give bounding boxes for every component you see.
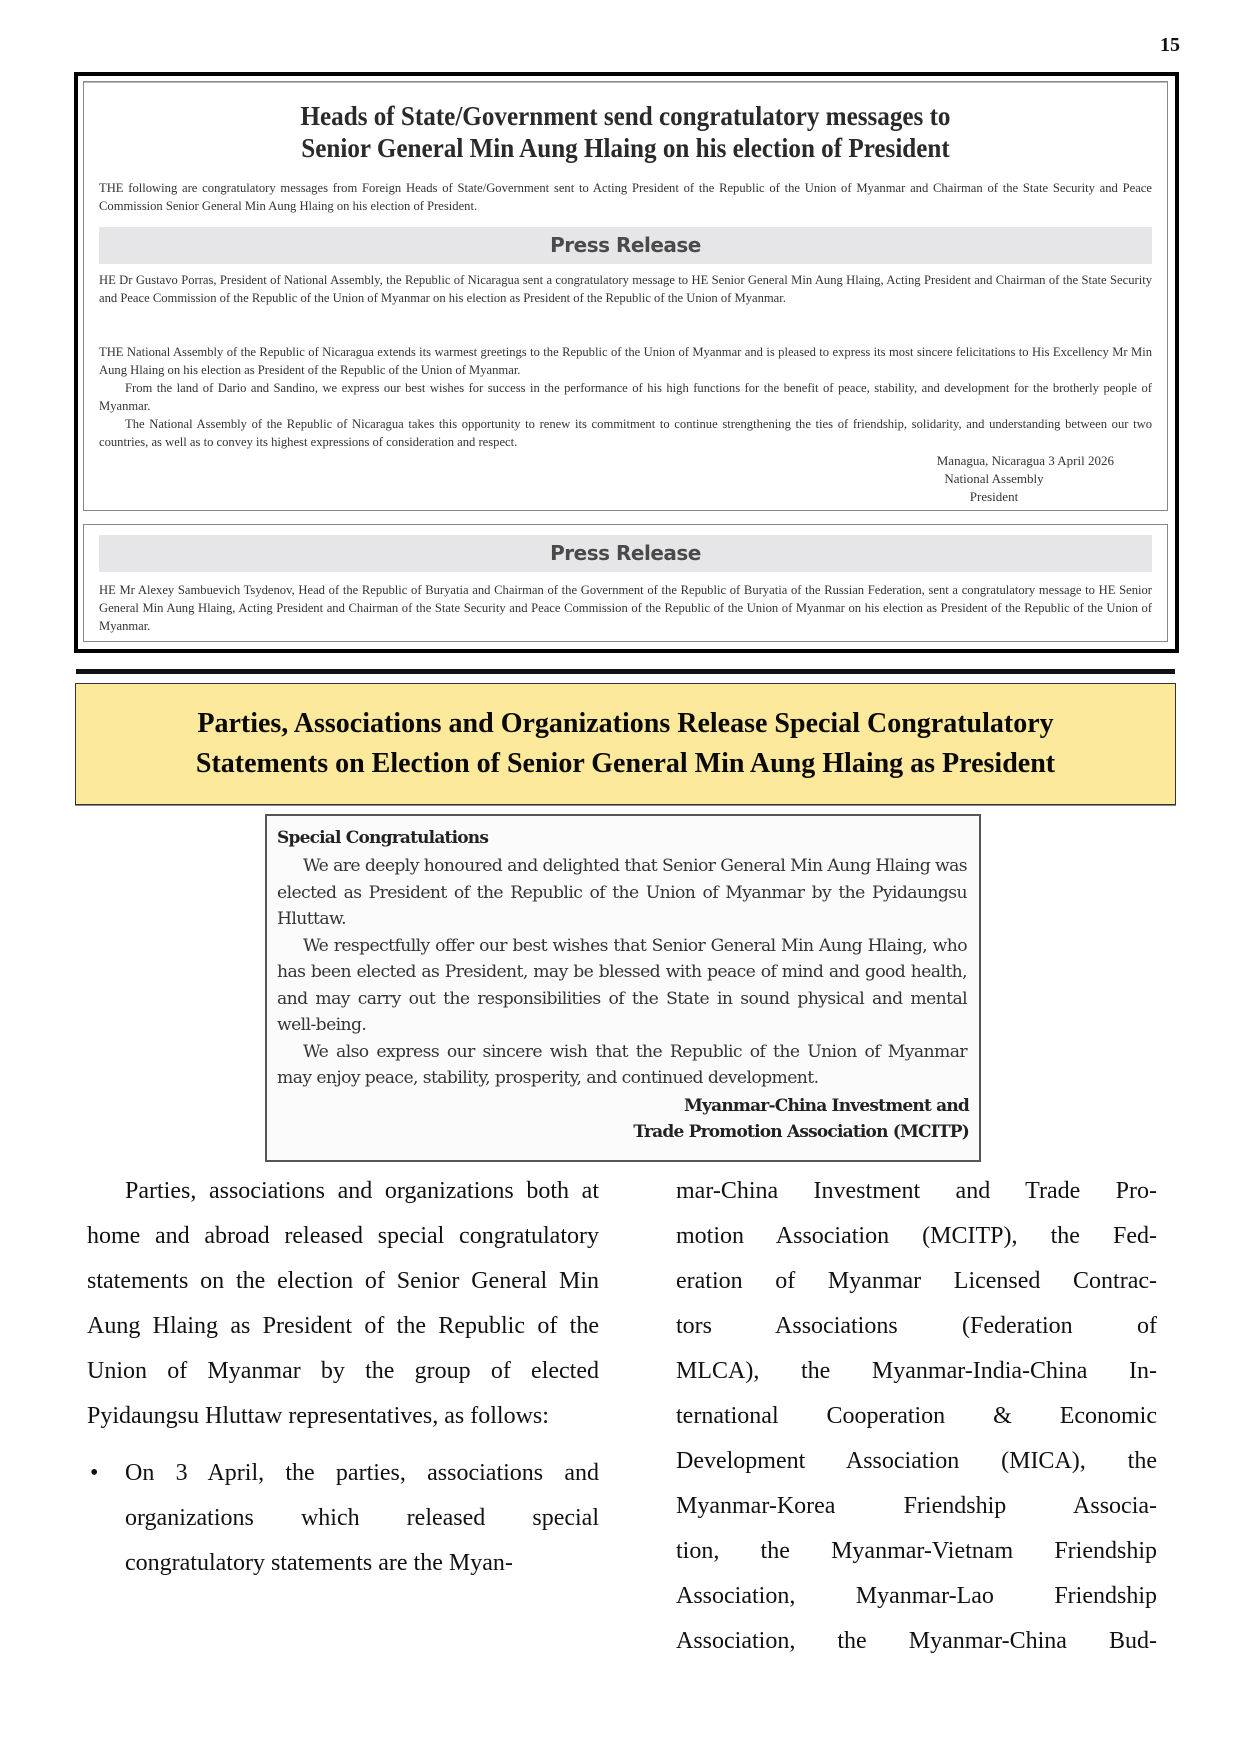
message-paragraph: From the land of Dario and Sandino, we express our best wishes for success in the performance of his high functions for the benefit of peace, stability, and development for the brotherly people of Myanmar. [99, 381, 1152, 413]
special-congratulations-notice [265, 814, 981, 1162]
press-release-message [99, 343, 1152, 451]
section-divider [76, 669, 1175, 674]
congrats-paragraph: We respectfully offer our best wishes that Senior General Min Aung Hlaing, who has been elected as President, may be blessed with peace of mind and good health, and may carry out the responsibilities of the State in sound physical and mental well-being. [277, 935, 967, 1035]
congrats-paragraph: We also express our sincere wish that the Republic of the Union of Myanmar may enjoy peace, stability, prosperity, and continued development. [277, 1041, 967, 1088]
article-line: tion, the Myanmar-Vietnam Friendship [676, 1538, 1157, 1564]
section-title-line-2: Statements on Election of Senior General Min Aung Hlaing as President [195, 748, 1056, 779]
article-line: Association, the Myanmar-China Bud- [676, 1628, 1157, 1654]
section-title [76, 704, 1175, 784]
message-paragraph: The National Assembly of the Republic of Nicaragua takes this opportunity to renew its commitment to continue strengthening the ties of friendship, solidarity, and understanding between our two countries, as well as to convey its highest expressions of consideration and respect. [99, 417, 1152, 449]
press-release-summary: HE Mr Alexey Sambuevich Tsydenov, Head of the Republic of Buryatia and Chairman of the Government of the Republic of Buryatia of the Russian Federation, sent a congratulatory message to HE Senior General Min Aung Hlaing, Acting President and Chairman of the State Security and Peace Commission of the Republic of the Union of Myanmar on his election as President of the Republic of the Union of Myanmar. [99, 583, 1152, 633]
signatory-line-2: Trade Promotion Association (MCITP) [633, 1122, 969, 1142]
article-line: Development Association (MICA), the [676, 1448, 1157, 1474]
article-line: MLCA), the Myanmar-India-China In- [676, 1358, 1157, 1384]
notice-intro: THE following are congratulatory messages from Foreign Heads of State/Government sent to Acting President of the Republic of the Union of Myanmar and Chairman of the State Security and Peace Commission Senior General Min Aung Hlaing on his election of President. [99, 181, 1152, 213]
article-line: motion Association (MCITP), the Fed- [676, 1223, 1157, 1249]
signatory-line-1: Myanmar-China Investment and [684, 1096, 969, 1116]
press-release-summary: HE Dr Gustavo Porras, President of National Assembly, the Republic of Nicaragua sent a congratulatory message to HE Senior General Min Aung Hlaing, Acting President and Chairman of the State Security and Peace Commission of the Republic of the Union of Myanmar on his election as President of the Republic of the Union of Myanmar. [99, 273, 1152, 305]
section-title-line-1: Parties, Associations and Organizations Release Special Congratulatory [197, 708, 1054, 739]
article-bullet-item [87, 1451, 599, 1586]
article-line: ternational Cooperation & Economic [676, 1403, 1157, 1429]
foreign-messages-notice [74, 72, 1179, 653]
article-line: Association, Myanmar-Lao Friendship [676, 1583, 1157, 1609]
notice-headline [122, 100, 1129, 164]
press-release-header: Press Release [99, 535, 1152, 572]
headline-line-1: Heads of State/Government send congratulatory messages to [300, 101, 951, 131]
article-line: mar-China Investment and Trade Pro- [676, 1178, 1157, 1204]
article-line: tors Associations (Federation of [676, 1313, 1157, 1339]
special-congratulations-body [277, 853, 967, 1092]
page-number: 15 [1160, 34, 1180, 56]
signature-title: President [969, 489, 1019, 504]
signature-org: National Assembly [944, 471, 1044, 486]
message-signature [844, 452, 1144, 506]
article-line: eration of Myanmar Licensed Contrac- [676, 1268, 1157, 1294]
article-line: Myanmar-Korea Friendship Associa- [676, 1493, 1157, 1519]
article-left-column [87, 1169, 599, 1586]
congrats-paragraph: We are deeply honoured and delighted that Senior General Min Aung Hlaing was elected as President of the Republic of the Union of Myanmar by the Pyidaungsu Hluttaw. [277, 856, 967, 929]
special-congratulations-signatory [633, 1093, 969, 1145]
bullet-text: On 3 April, the parties, associations and organizations which released special congratulatory statements are the Myan- [125, 1460, 599, 1576]
article-right-column [676, 1169, 1157, 1664]
section-title-banner [75, 683, 1176, 805]
buryatia-message-panel [83, 524, 1168, 642]
headline-line-2: Senior General Min Aung Hlaing on his election of President [301, 133, 950, 163]
message-paragraph: THE National Assembly of the Republic of Nicaragua extends its warmest greetings to the Republic of the Union of Myanmar and is pleased to express its most sincere felicitations to His Excellency Mr Min Aung Hlaing on his election as President of the Republic of the Union of Myanmar. [99, 345, 1152, 377]
special-congratulations-title: Special Congratulations [277, 828, 489, 848]
bullet-icon: • [90, 1460, 99, 1486]
signature-place-date: Managua, Nicaragua 3 April 2026 [936, 453, 1114, 468]
press-release-header: Press Release [99, 227, 1152, 264]
article-paragraph: Parties, associations and organizations both at home and abroad released special congratulatory statements on the election of Senior General Min Aung Hlaing as President of the Republic of the Union of Myanmar by the group of elected Pyidaungsu Hluttaw representatives, as follows: [87, 1178, 599, 1429]
nicaragua-message-panel [83, 81, 1168, 511]
